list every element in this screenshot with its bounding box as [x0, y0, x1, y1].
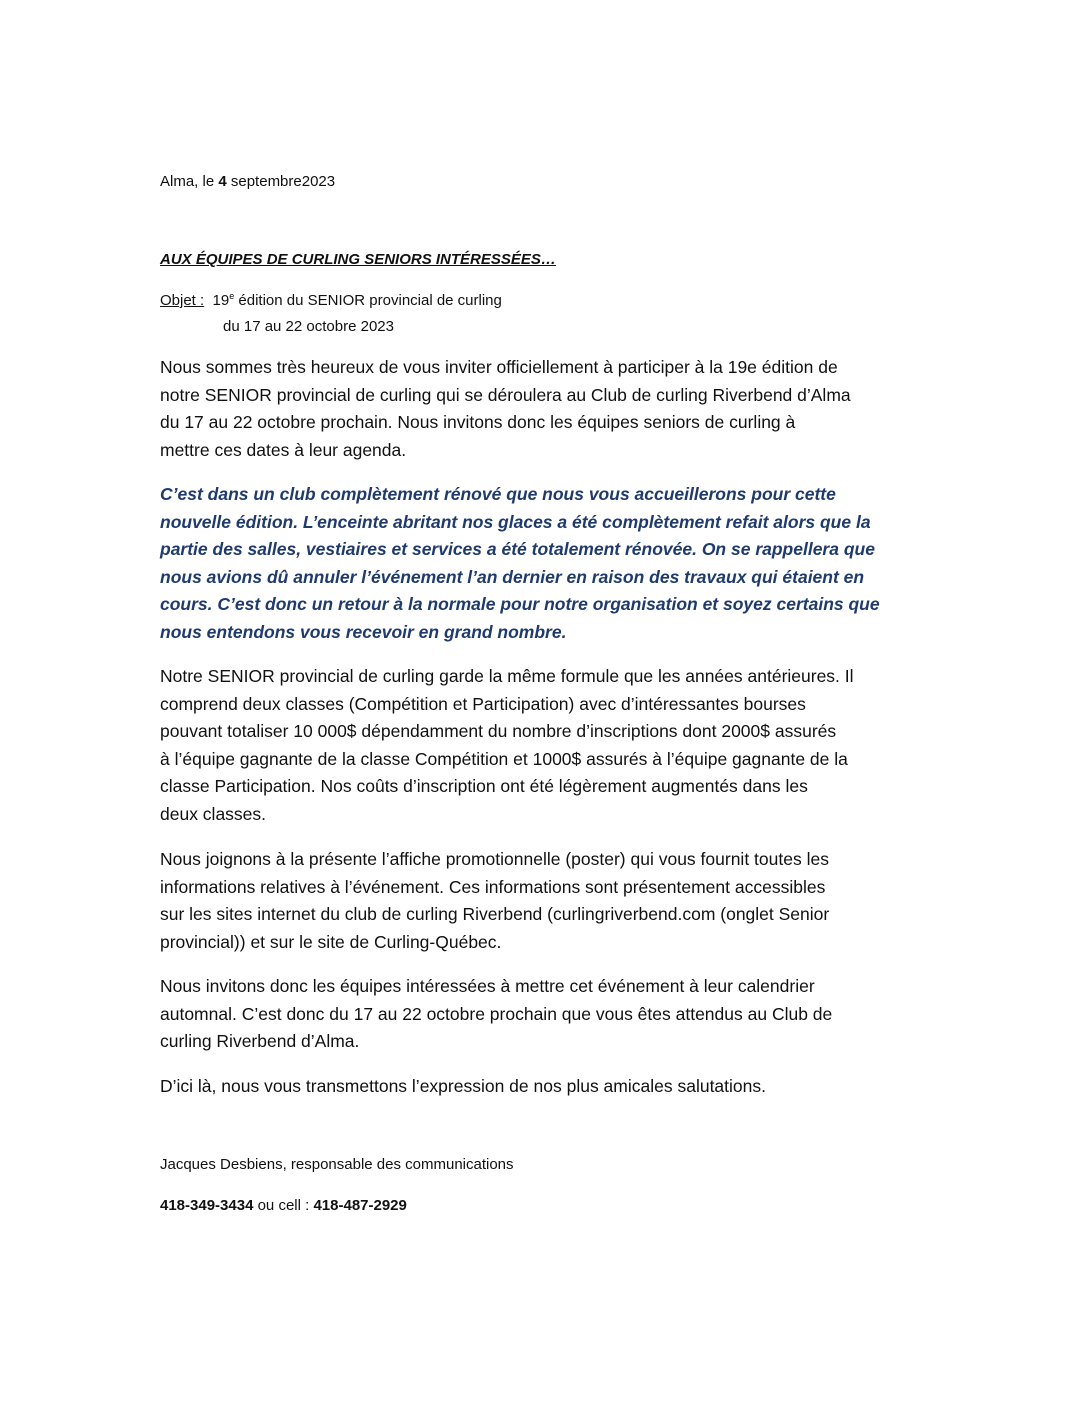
paragraph-formula: Notre SENIOR provincial de curling garde la même formule que les années antérieures. Il comprend deux classes (Compétition et Participation) avec d’intéressantes bourses pouvant totaliser 10 000$ dépendamment du nombre d’inscriptions dont 2000$ assurés à l’équipe gagnante de la classe Compétition et 1000$ assurés à l’équipe gagnante de la classe Participation. Nos coûts d’inscription ont été légèrement augmentés dans les deux classes.: [160, 666, 854, 824]
paragraph-closing: D’ici là, nous vous transmettons l’expression de nos plus amicales salutations.: [160, 1076, 766, 1096]
phone-main: 418-349-3434: [160, 1197, 254, 1214]
subject-line-1: Objet : 19e édition du SENIOR provincial de curling: [160, 291, 502, 309]
letter-heading: AUX ÉQUIPES DE CURLING SENIORS INTÉRESSÉES…: [160, 251, 556, 268]
signature: Jacques Desbiens, responsable des communications: [160, 1156, 514, 1173]
paragraph-invitation: Nous sommes très heureux de vous inviter officiellement à participer à la 19e édition de notre SENIOR provincial de curling qui se déroulera au Club de curling Riverbend d’Alma du 17 au 22 octobre prochain. Nous invitons donc les équipes seniors de curling à mettre ces dates à leur agenda.: [160, 357, 851, 460]
letter-date: Alma, le 4 septembre2023: [160, 173, 336, 190]
paragraph-renovated-club: C’est dans un club complètement rénové que nous vous accueillerons pour cette nouvelle édition. L’enceinte abritant nos glaces a été complètement refait alors que la partie des salles, vestiaires et services a été totalement rénovée. On se rappellera que nous avions dû annuler l’événement l’an dernier en raison des travaux qui étaient en cours. C’est donc un retour à la normale pour notre organisation et soyez certains que nous entendons vous recevoir en grand nombre.: [160, 484, 880, 642]
subject-label: Objet :: [160, 292, 205, 309]
paragraph-poster: Nous joignons à la présente l’affiche promotionnelle (poster) qui vous fournit toutes les informations relatives à l’événement. Ces informations sont présentement accessibles sur les sites internet du club de curling Riverbend (curlingriverbend.com (onglet Senior provincial)) et sur le site de Curling-Québec.: [160, 849, 830, 952]
subject-line-2: du 17 au 22 octobre 2023: [223, 318, 394, 335]
phone-cell: 418-487-2929: [313, 1197, 407, 1214]
paragraph-calendar: Nous invitons donc les équipes intéressées à mettre cet événement à leur calendrier automnal. C’est donc du 17 au 22 octobre prochain que vous êtes attendus au Club de curling Riverbend d’Alma.: [160, 976, 833, 1052]
phone-numbers: 418-349-3434 ou cell : 418-487-2929: [160, 1197, 407, 1214]
